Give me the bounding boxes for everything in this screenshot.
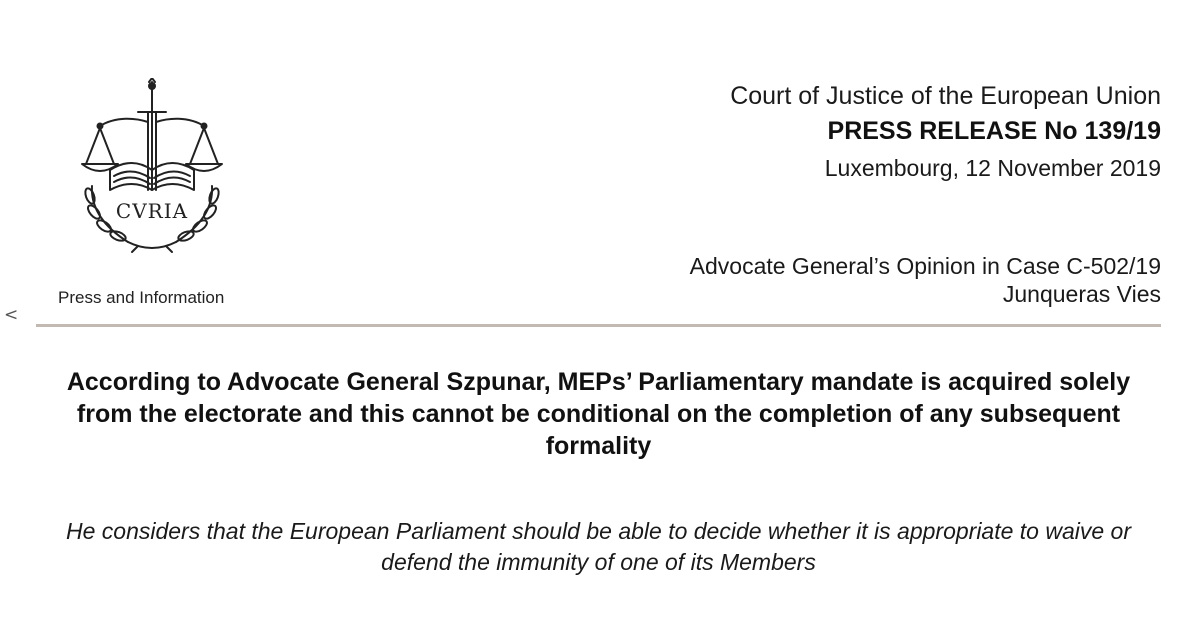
place-and-date: Luxembourg, 12 November 2019 bbox=[824, 155, 1161, 181]
curia-emblem-image bbox=[76, 78, 228, 254]
court-name: Court of Justice of the European Union bbox=[730, 82, 1161, 110]
press-release-number: PRESS RELEASE No 139/19 bbox=[827, 117, 1161, 145]
department-label: Press and Information bbox=[58, 288, 225, 307]
release-header bbox=[730, 80, 1161, 186]
header-divider bbox=[36, 324, 1161, 327]
subheadline: He considers that the European Parliament should be able to decide whether it is appropriate to waive or defend the immunity of one of its Members bbox=[65, 518, 1132, 575]
case-party-name: Junqueras Vies bbox=[1002, 281, 1161, 307]
back-chevron-icon[interactable]: < bbox=[4, 305, 19, 325]
case-title: Advocate General’s Opinion in Case C-502/19 bbox=[689, 253, 1161, 279]
case-reference bbox=[690, 252, 1161, 308]
logo-wordmark: CVRIA bbox=[115, 199, 189, 223]
headline: According to Advocate General Szpunar, MEPs’ Parliamentary mandate is acquired solely from the electorate and this cannot be conditional on the completion of any subsequent formality bbox=[66, 368, 1131, 460]
curia-logo bbox=[76, 78, 228, 254]
